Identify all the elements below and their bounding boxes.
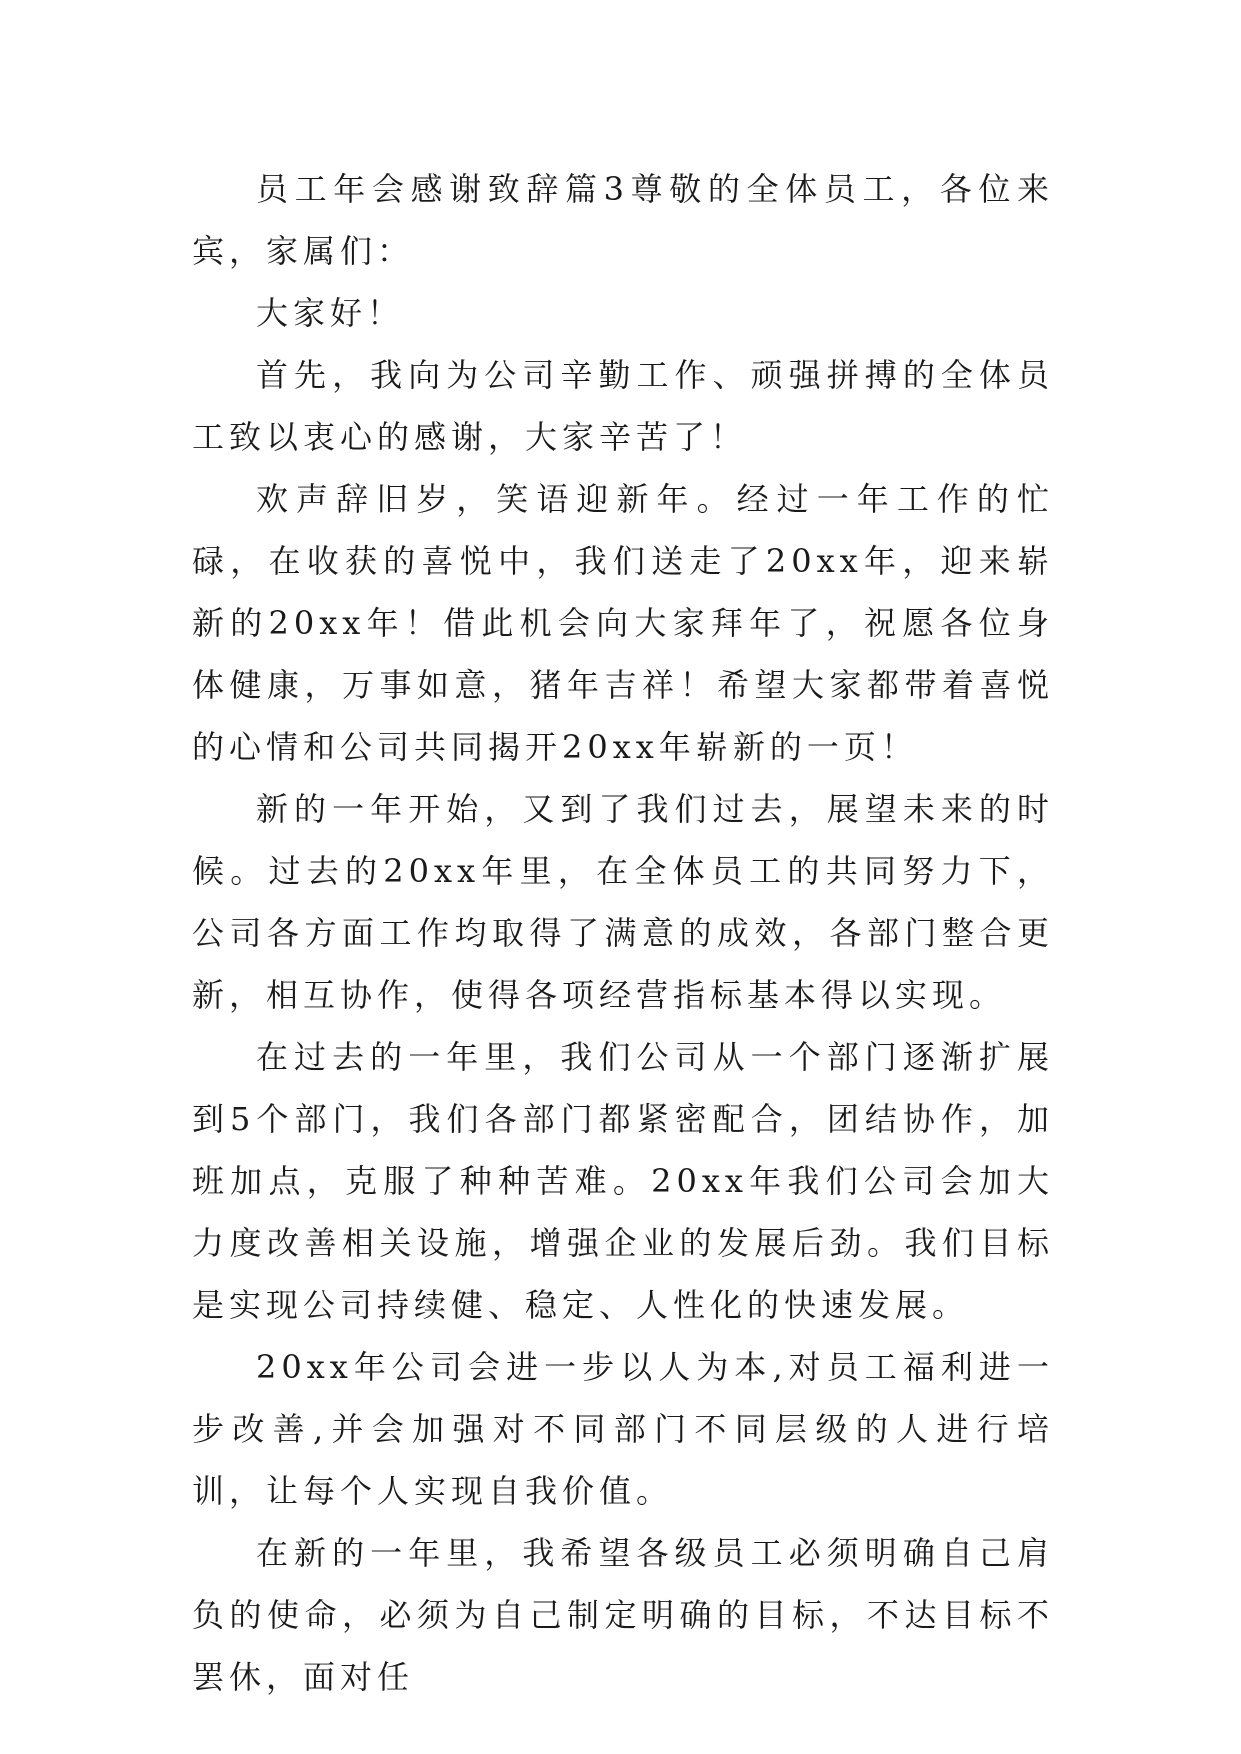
paragraph-mission: 在新的一年里，我希望各级员工必须明确自己肩负的使命，必须为自己制定明确的目标，不达目标不罢休，面对任 [192, 1534, 1054, 1696]
paragraph-thanks: 首先，我向为公司辛勤工作、顽强拼搏的全体员工致以衷心的感谢，大家辛苦了！ [192, 356, 1054, 456]
paragraph-new-year: 欢声辞旧岁，笑语迎新年。经过一年工作的忙碌，在收获的喜悦中，我们送走了20xx年，迎来崭新的20xx年！借此机会向大家拜年了，祝愿各位身体健康，万事如意，猪年吉祥！希望大家都带着喜悦的心情和公司共同揭开20xx年崭新的一页！ [192, 480, 1054, 766]
paragraph-welfare: 20xx年公司会进一步以人为本,对员工福利进一步改善,并会加强对不同部门不同层级的人进行培训，让每个人实现自我价值。 [192, 1348, 1054, 1510]
paragraph-review: 新的一年开始，又到了我们过去，展望未来的时候。过去的20xx年里，在全体员工的共同努力下，公司各方面工作均取得了满意的成效，各部门整合更新，相互协作，使得各项经营指标基本得以实现。 [192, 790, 1054, 1014]
paragraph-greeting-header: 员工年会感谢致辞篇3尊敬的全体员工，各位来宾，家属们： [192, 170, 1054, 270]
paragraph-expansion: 在过去的一年里，我们公司从一个部门逐渐扩展到5个部门，我们各部门都紧密配合，团结协作，加班加点，克服了种种苦难。20xx年我们公司会加大力度改善相关设施，增强企业的发展后劲。我们目标是实现公司持续健、稳定、人性化的快速发展。 [192, 1038, 1054, 1324]
paragraph-hello: 大家好！ [256, 294, 405, 332]
document-body [192, 158, 1054, 1708]
